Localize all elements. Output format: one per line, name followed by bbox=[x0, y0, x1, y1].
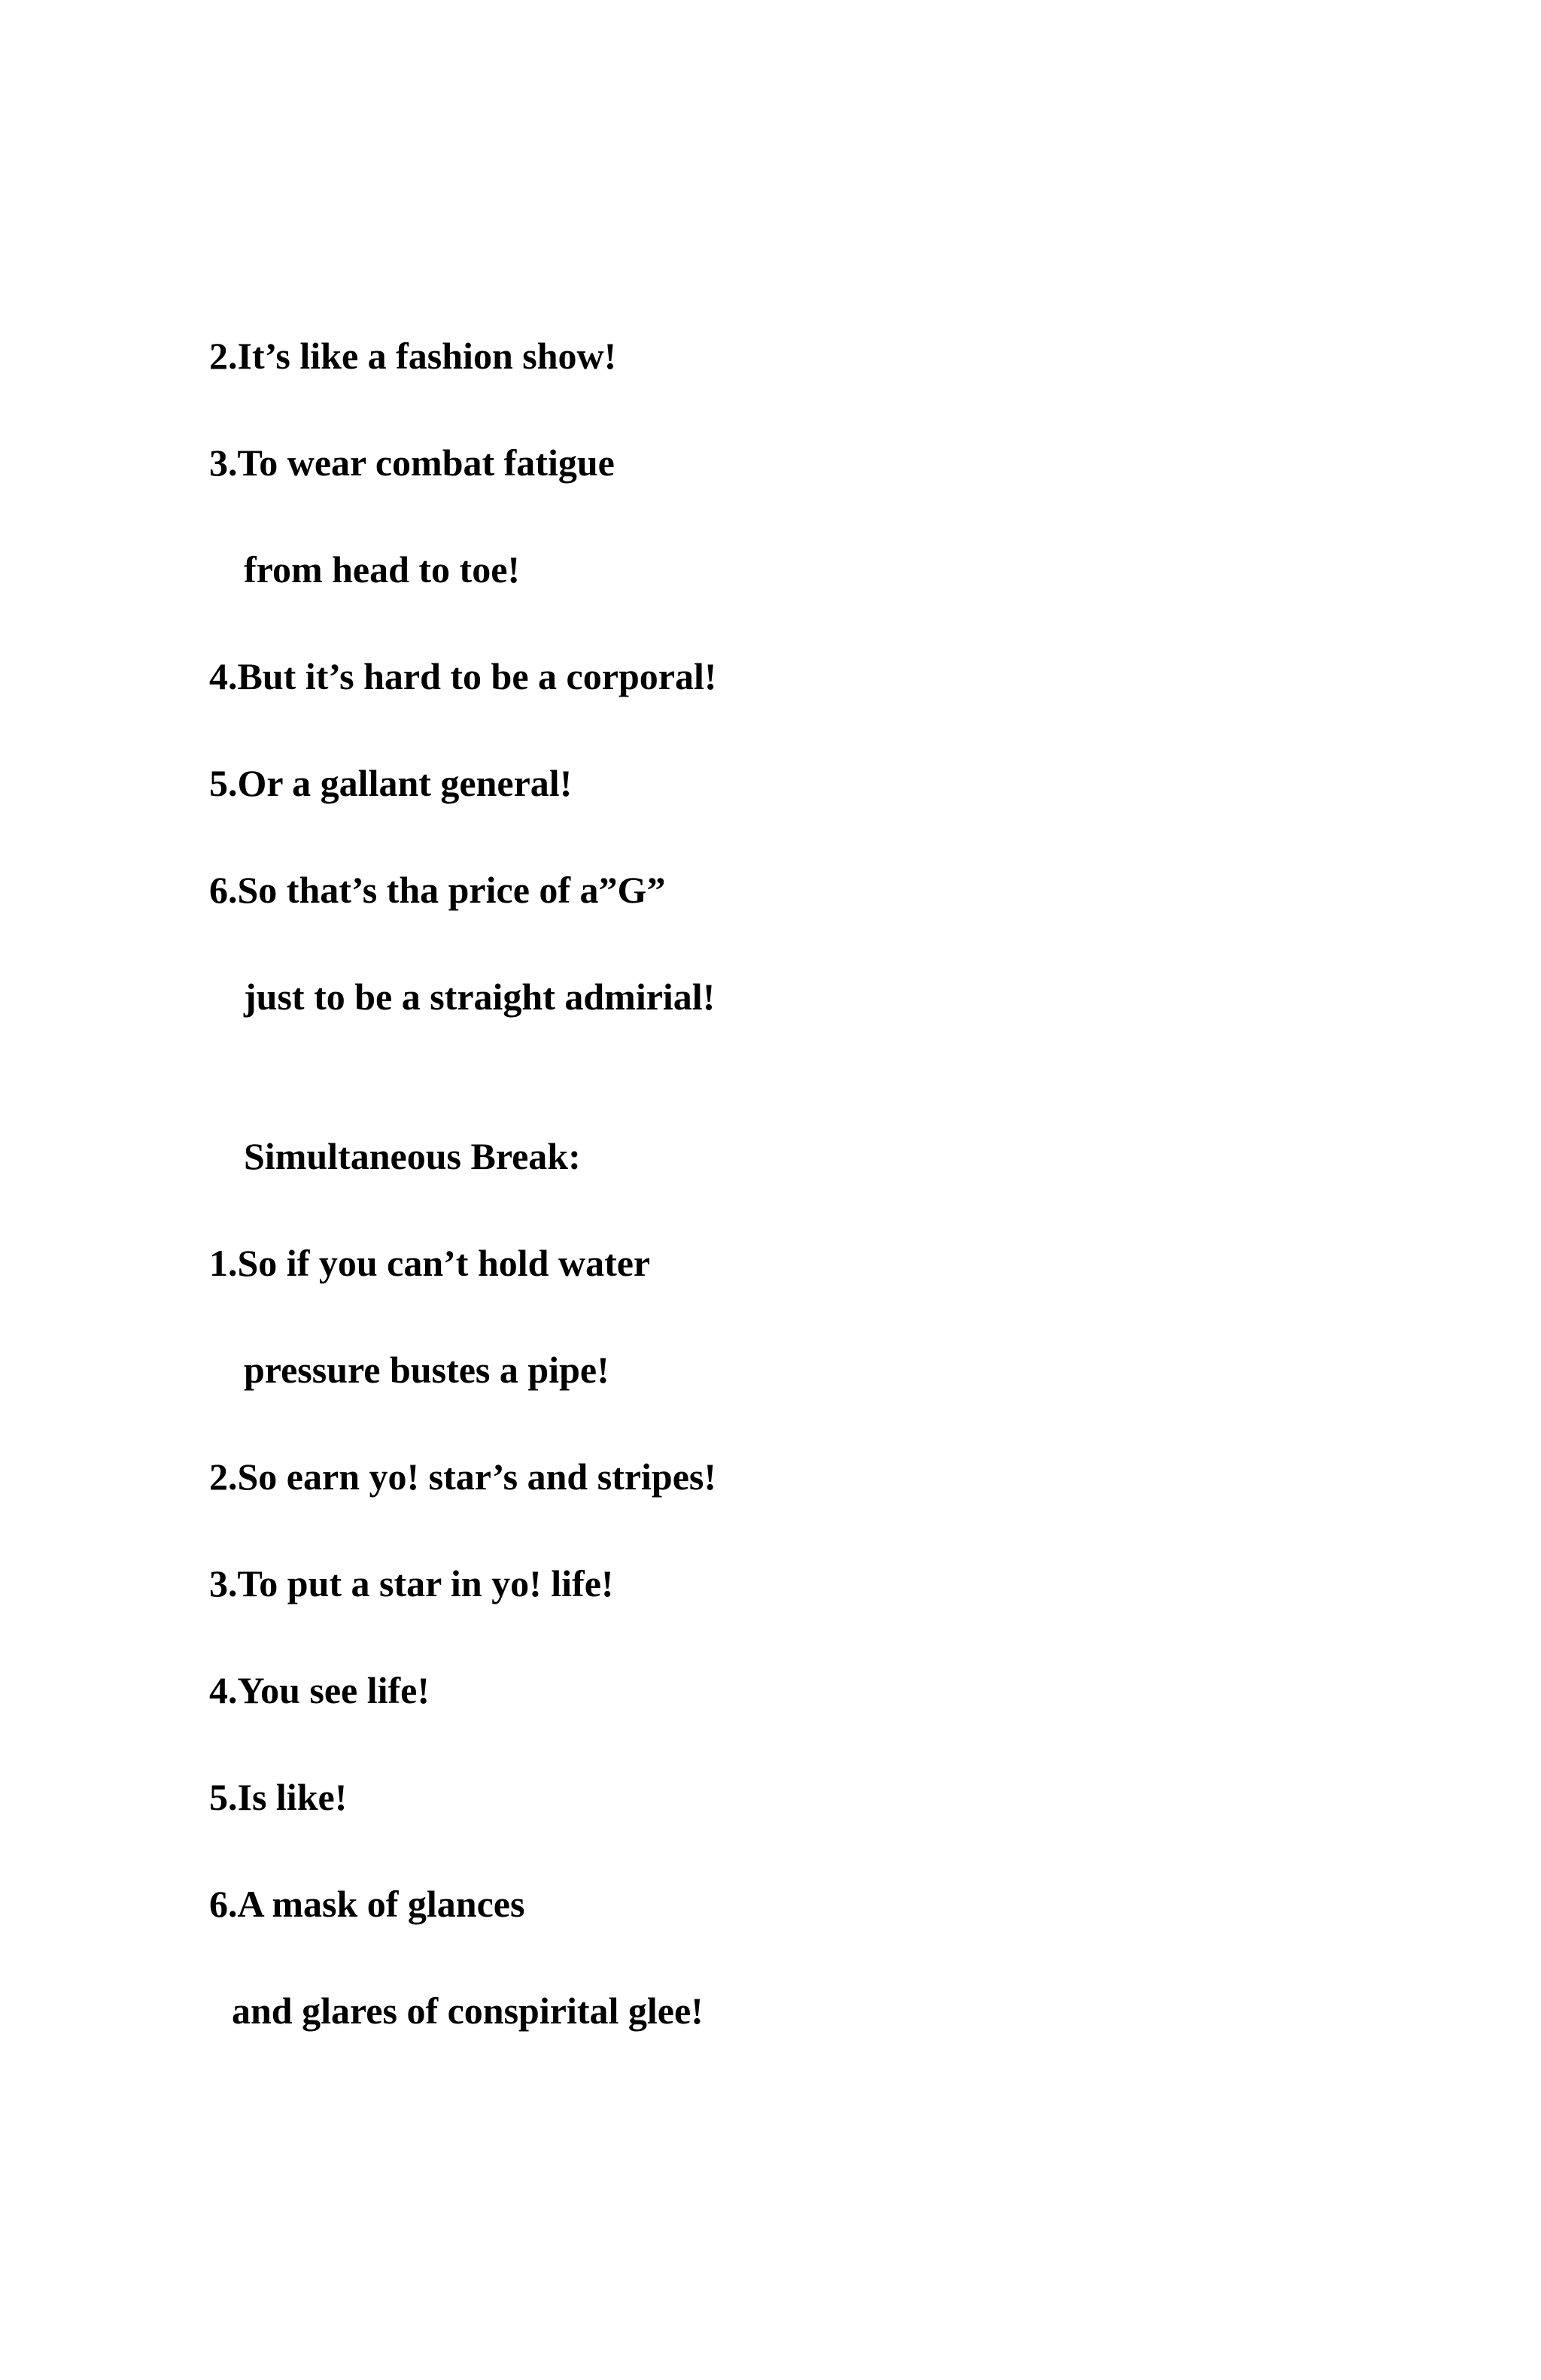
text-line: 4.But it’s hard to be a corporal! bbox=[209, 655, 717, 697]
text-line: 3.To wear combat fatigue bbox=[209, 442, 615, 484]
text-line: and glares of conspirital glee! bbox=[232, 1990, 704, 2032]
text-line: 4.You see life! bbox=[209, 1669, 430, 1711]
text-line: 5.Is like! bbox=[209, 1776, 348, 1818]
text-line: 6.So that’s tha price of a”G” bbox=[209, 869, 666, 911]
text-line: 3.To put a star in yo! life! bbox=[209, 1562, 614, 1604]
text-line: from head to toe! bbox=[244, 548, 521, 590]
text-line: 2.It’s like a fashion show! bbox=[209, 335, 617, 377]
text-line: just to be a straight admirial! bbox=[244, 976, 716, 1018]
text-line: 6.A mask of glances bbox=[209, 1883, 525, 1925]
section-heading: Simultaneous Break: bbox=[244, 1135, 581, 1177]
text-line: 1.So if you can’t hold water bbox=[209, 1242, 651, 1284]
text-line: 2.So earn yo! star’s and stripes! bbox=[209, 1456, 717, 1498]
text-line: pressure bustes a pipe! bbox=[244, 1349, 609, 1391]
text-line: 5.Or a gallant general! bbox=[209, 762, 573, 804]
